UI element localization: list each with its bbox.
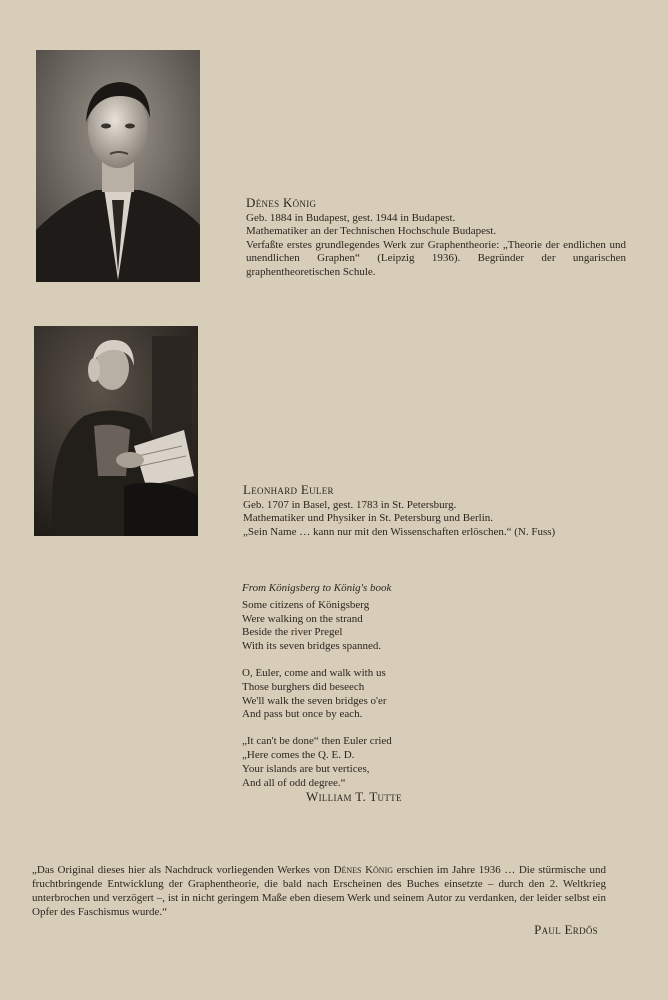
poem-stanza (242, 667, 402, 722)
poem-line: Those burghers did beseech (242, 680, 365, 693)
poem-line: Your islands are but vertices, (242, 762, 370, 775)
poem-line: And pass but once by each. (242, 708, 363, 721)
euler-bio-line: Mathematiker und Physiker in St. Petersburg und Berlin. (243, 512, 494, 525)
euler-bio-line: „Sein Name … kann nur mit den Wissenschaften erlöschen.“ (N. Fuss) (243, 525, 556, 538)
poem-stanza (242, 735, 402, 790)
portrait-drawing (36, 50, 200, 282)
poem (242, 582, 402, 804)
euler-name: Leonhard Euler (243, 482, 334, 497)
konig-name: Dénes König (246, 195, 317, 210)
poem-line: We'll walk the seven bridges o'er (242, 694, 387, 707)
poem-line: And all of odd degree.“ (242, 776, 346, 789)
poem-line: Some citizens of Königsberg (242, 598, 370, 611)
euler-bio (243, 483, 633, 539)
poem-stanza (242, 599, 402, 654)
konig-bio (246, 196, 626, 280)
erdos-quote (32, 864, 606, 920)
quote-text: erschien im Jahre 1936 … Die stürmische und fruchtbringende Entwicklung der Graphentheorie, die bald nach Erscheinen des Buches einsetzte – durch den 2. Weltkrieg unterbrochen und verzögert –, ist in nicht geringem Maße eben diesem Werk und seinem Autor zu verdanken, der leider selbst ein Opfer des Faschismus wurde.“ (32, 864, 606, 918)
euler-bio-line: Geb. 1707 in Basel, gest. 1783 in St. Petersburg. (243, 498, 457, 511)
poem-line: O, Euler, come and walk with us (242, 666, 386, 679)
euler-portrait (34, 326, 198, 536)
konig-bio-line: Geb. 1884 in Budapest, gest. 1944 in Budapest. (246, 211, 456, 224)
poem-title: From Königsberg to König's book (242, 582, 392, 594)
konig-bio-line: Mathematiker an der Technischen Hochschule Budapest. (246, 225, 497, 238)
portrait-drawing (34, 326, 198, 536)
quote-text: „Das Original dieses hier als Nachdruck vorliegenden Werkes von (32, 864, 334, 876)
quote-author: Paul Erdős (534, 922, 598, 937)
poem-line: „Here comes the Q. E. D. (242, 748, 355, 761)
poem-line: „It can't be done“ then Euler cried (242, 735, 392, 748)
quote-konig-name: Dénes König (333, 864, 394, 876)
poem-line: Were walking on the strand (242, 612, 363, 625)
konig-portrait (36, 50, 200, 282)
poem-line: With its seven bridges spanned. (242, 640, 382, 653)
poem-line: Beside the river Pregel (242, 626, 343, 639)
konig-bio-line: Verfaßte erstes grundlegendes Werk zur Graphentheorie: „Theorie der endlichen und unendlichen Graphen“ (Leipzig 1936). Begründer der ungarischen graphentheoretischen Schule. (246, 238, 626, 278)
poem-author: William T. Tutte (306, 789, 402, 805)
